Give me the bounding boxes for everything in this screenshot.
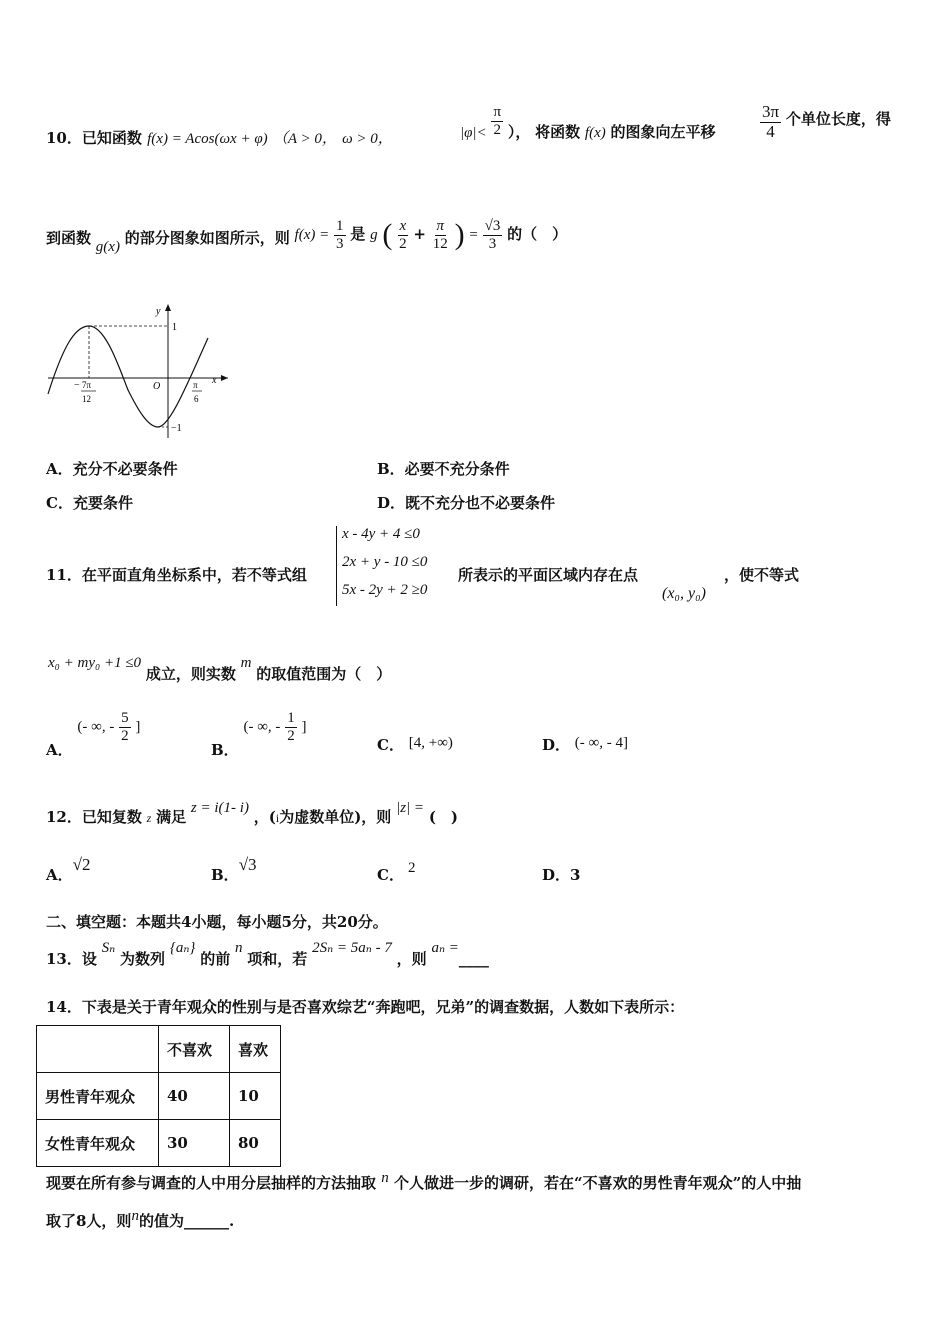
right-tick-num: π <box>193 380 198 390</box>
section-2-heading: 二、填空题：本题共4小题，每小题5分，共20分。 <box>46 913 388 931</box>
x-label: x <box>212 375 217 386</box>
q10-option-a: A．充分不必要条件 <box>46 460 178 478</box>
x-axis-arrow <box>221 375 228 381</box>
table-cell: 80 <box>230 1120 281 1167</box>
q10-option-d: D．既不充分也不必要条件 <box>377 494 556 512</box>
table-header-cell: 喜欢 <box>230 1026 281 1073</box>
q11-line2: x₀ + my₀ +1 ≤0 成立，则实数 m 的取值范围为（ ） <box>48 655 392 683</box>
origin-label: O <box>153 381 161 392</box>
q11-option-c: C． [4, +∞) <box>377 735 453 754</box>
q11-inequality-system: x - 4y + 4 ≤0 2x + y - 10 ≤0 5x - 2y + 2 ≥0 <box>336 526 427 606</box>
q10-line1: 10．已知函数 f(x) = Acos(ωx + φ) （A > 0， ω > 0， <box>46 129 393 147</box>
left-tick-num: 7π <box>82 380 92 390</box>
q10-line2: 到函数 g(x) 的部分图象如图所示，则 f(x) = $\frac{1}{3}$ 是 g ( $\frac{x}{2}$ + $\frac{\pi}{12}$ ) = $\frac{√3}{3}$ 的（ ） <box>46 218 568 255</box>
table-header-cell: 不喜欢 <box>159 1026 230 1073</box>
q10-option-c: C．充要条件 <box>46 494 133 512</box>
q14-line3: 取了8人，则n的值为______. <box>46 1208 235 1230</box>
table-cell: 30 <box>159 1120 230 1167</box>
table-cell: 10 <box>230 1073 281 1120</box>
left-tick-sign: − <box>74 380 80 391</box>
y-axis-arrow <box>165 304 171 311</box>
left-tick-den: 12 <box>82 394 91 404</box>
q14-line2: 现要在所有参与调查的人中用分层抽样的方法抽取 n 个人做进一步的调研，若在“不喜欢的男性青年观众”的人中抽 <box>46 1170 802 1192</box>
table-header-cell <box>37 1026 159 1073</box>
q14-intro: 14．下表是关于青年观众的性别与是否喜欢综艺“奔跑吧，兄弟”的调查数据，人数如下表所示： <box>46 998 685 1016</box>
q10-phi-condition: |φ|< $\frac{\pi}{2}$ ）， 将函数 f(x) 的图象向左平移 <box>460 104 716 141</box>
q11-intro: 11．在平面直角坐标系中，若不等式组 <box>46 566 307 584</box>
q11-option-b: B． (- ∞, - $\frac{1}{2}$ ] <box>211 710 307 759</box>
question-13: 13．设 Sₙ 为数列 {aₙ} 的前 n 项和，若 2Sₙ = 5aₙ - 7 ，则 aₙ =____ <box>46 940 489 968</box>
q11-option-a: A． (- ∞, - $\frac{5}{2}$ ] <box>46 710 141 759</box>
table-header-row <box>37 1026 281 1073</box>
table-cell: 女性青年观众 <box>37 1120 159 1167</box>
min-label: −1 <box>171 423 182 434</box>
y-label: y <box>156 306 161 317</box>
cosine-curve <box>48 326 208 427</box>
q10-shift: $\frac{3\pi}{4}$ 个单位长度，得 <box>762 102 891 141</box>
q12-option-c: C． 2 <box>377 860 416 884</box>
right-tick-den: 6 <box>194 394 199 404</box>
table-cell: 男性青年观众 <box>37 1073 159 1120</box>
survey-table <box>36 1025 281 1167</box>
table-row <box>37 1073 281 1120</box>
table-row <box>37 1120 281 1167</box>
q12-option-a: A．√2 <box>46 855 91 884</box>
q10-fx-def: f(x) = Acos(ωx + φ) <box>147 131 268 147</box>
q10-graph <box>40 300 240 445</box>
max-label: 1 <box>172 322 177 333</box>
table-cell: 40 <box>159 1073 230 1120</box>
q10-option-b: B．必要不充分条件 <box>377 460 510 478</box>
q12-option-b: B．√3 <box>211 855 257 884</box>
q11-option-d: D． (- ∞, - 4] <box>542 735 628 754</box>
q11-point: (x₀, y₀) <box>662 585 706 602</box>
q12-option-d: D．3 <box>542 866 581 884</box>
q12-line: 12．已知复数 $_z$ 满足 z = i(1- i) ，($_i$为虚数单位)，则 |z| = ( ) <box>46 800 459 826</box>
